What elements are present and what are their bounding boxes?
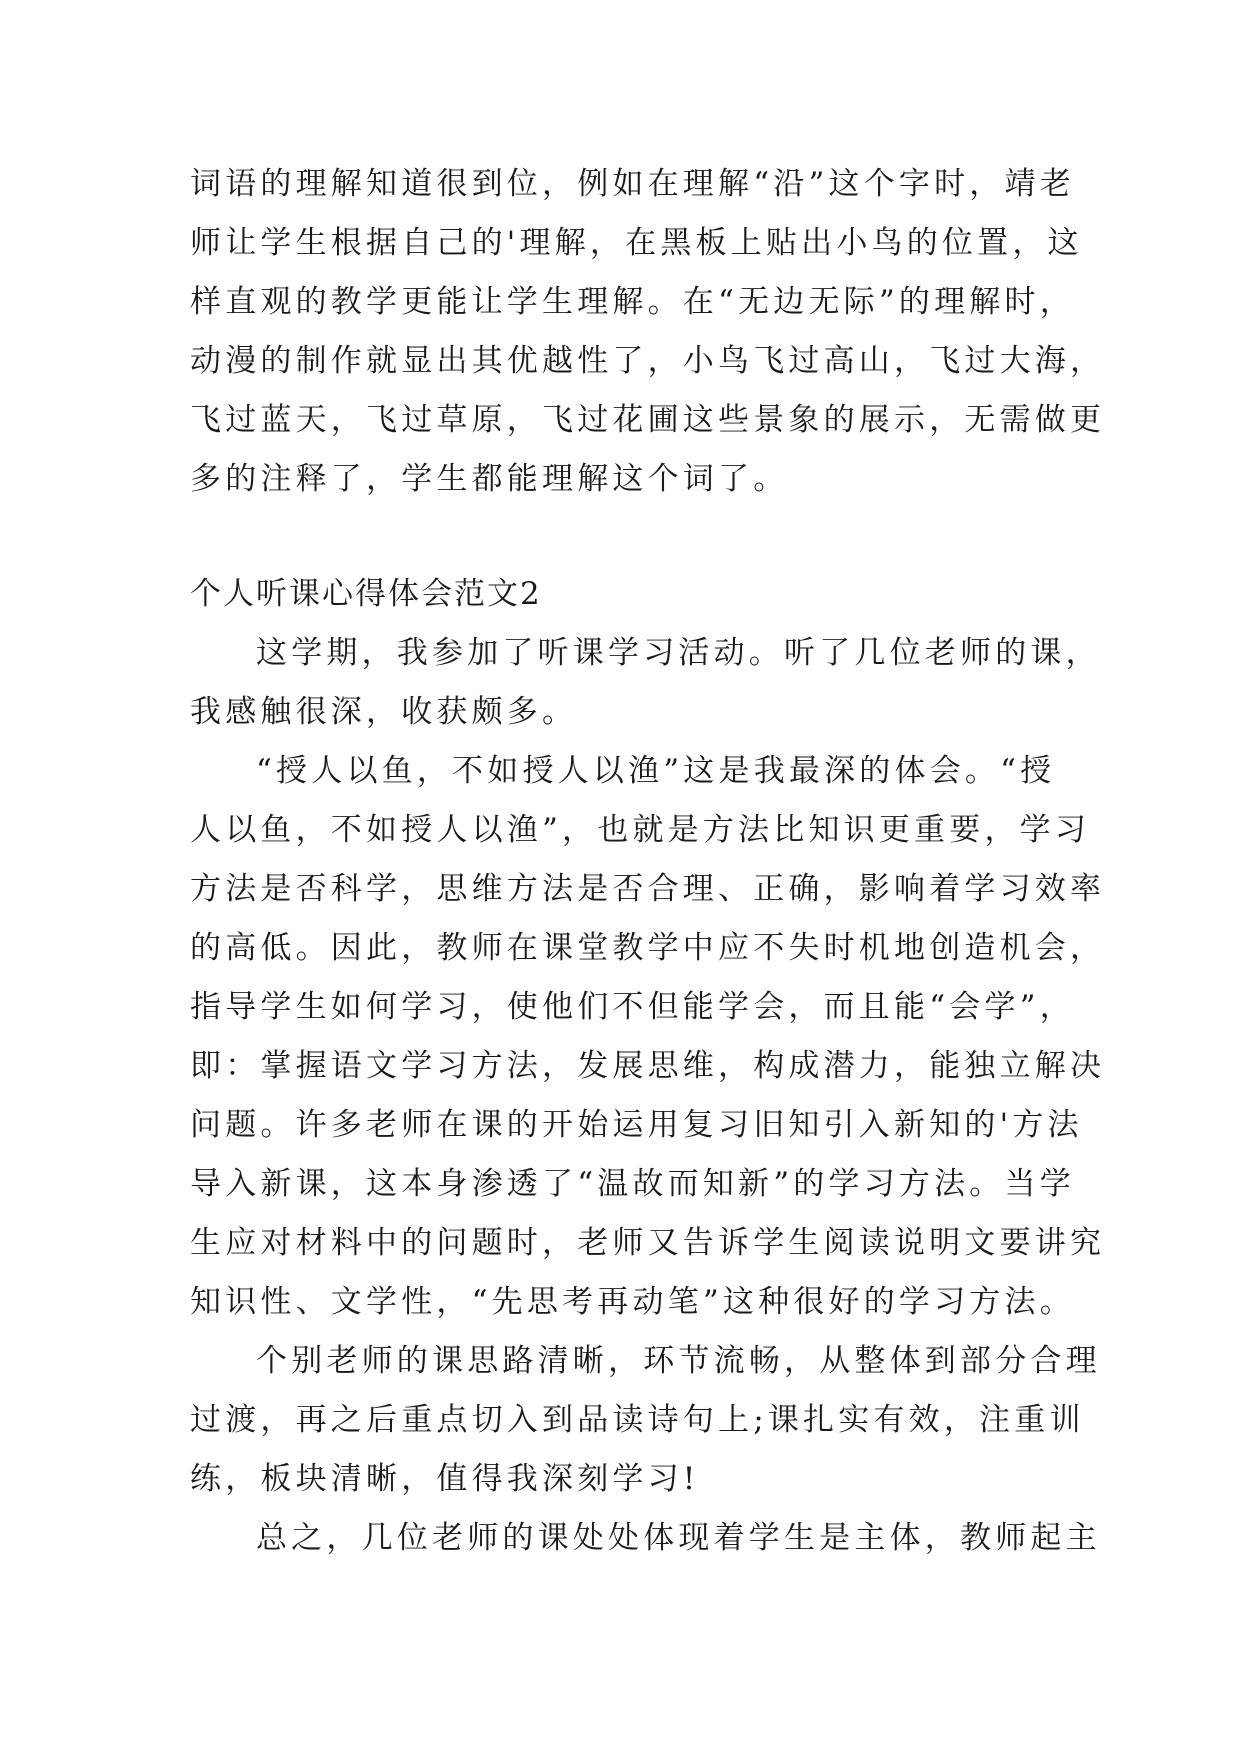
paragraph	[190, 624, 1101, 742]
text-line: 动漫的制作就显出其优越性了，小鸟飞过高山，飞过大海，	[190, 343, 1106, 379]
text-line: 生应对材料中的问题时，老师又告诉学生阅读说明文要讲究	[190, 1225, 1106, 1261]
text-line: 样直观的教学更能让学生理解。在“无边无际”的理解时，	[190, 284, 1075, 320]
text-line: 总之，几位老师的课处处体现着学生是主体，教师起主	[256, 1520, 1101, 1556]
text-line: 过渡，再之后重点切入到品读诗句上;课扎实有效，注重训	[190, 1402, 1085, 1438]
text-line: 方法是否科学，思维方法是否合理、正确，影响着学习效率	[190, 871, 1106, 907]
text-line: 指导学生如何学习，使他们不但能学会，而且能“会学”，	[190, 989, 1075, 1025]
paragraph	[190, 1332, 1101, 1509]
paragraph	[190, 742, 1106, 1332]
paragraph-continued	[190, 155, 1106, 509]
text-line: 的高低。因此，教师在课堂教学中应不失时机地创造机会，	[190, 930, 1106, 966]
text-line: 导入新课，这本身渗透了“温故而知新”的学习方法。当学	[190, 1166, 1075, 1202]
text-line: 师让学生根据自己的'理解，在黑板上贴出小鸟的位置，这	[190, 225, 1083, 261]
section-title: 个人听课心得体会范文2	[190, 576, 542, 612]
text-line: 个别老师的课思路清晰，环节流畅，从整体到部分合理	[256, 1343, 1101, 1379]
text-line: 问题。许多老师在课的开始运用复习旧知引入新知的'方法	[190, 1107, 1083, 1143]
text-line: 飞过蓝天，飞过草原，飞过花圃这些景象的展示，无需做更	[190, 402, 1106, 438]
text-line: 这学期，我参加了听课学习活动。听了几位老师的课，	[256, 635, 1101, 671]
text-line: 即：掌握语文学习方法，发展思维，构成潜力，能独立解决	[190, 1048, 1106, 1084]
text-line: 练，板块清晰，值得我深刻学习!	[190, 1461, 700, 1497]
text-line: 人以鱼，不如授人以渔”，也就是方法比知识更重要，学习	[190, 812, 1091, 848]
section-body	[190, 565, 1106, 1568]
text-line: 多的注释了，学生都能理解这个词了。	[190, 461, 789, 497]
paragraph	[190, 1509, 1101, 1568]
text-line: 我感触很深，收获颇多。	[190, 694, 578, 730]
text-line: 知识性、文学性，“先思考再动笔”这种很好的学习方法。	[190, 1284, 1075, 1320]
text-line: 词语的理解知道很到位，例如在理解“沿”这个字时，靖老	[190, 166, 1075, 202]
text-line: “授人以鱼，不如授人以渔”这是我最深的体会。“授	[256, 753, 1056, 789]
